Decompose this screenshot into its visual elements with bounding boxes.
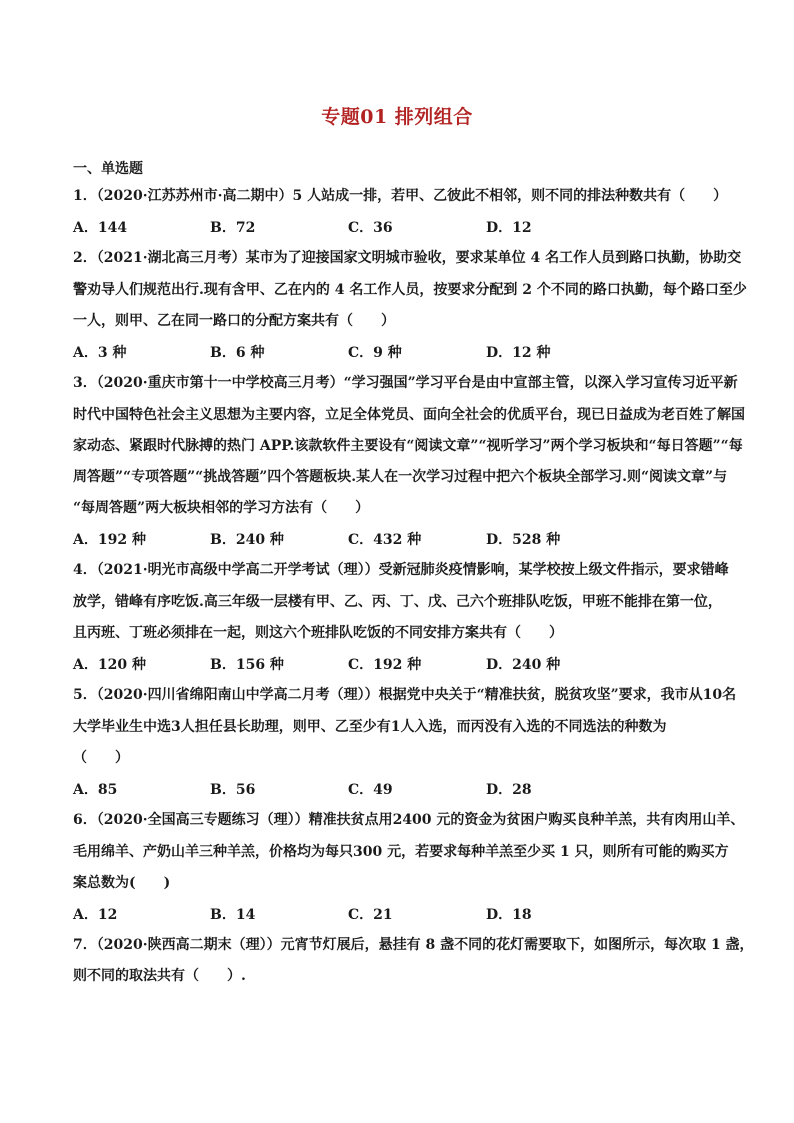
question-3-line-1: 3．（2020·重庆市第十一中学校高三月考）“学习强国”学习平台是由中宣部主管，以深入学习宣传习近平新: [73, 375, 738, 391]
option-a: A．144: [73, 220, 128, 236]
section-heading: 一、单选题: [73, 161, 143, 177]
question-2-line-2: 警劝导人们规范出行.现有含甲、乙在内的 4 名工作人员，按要求分配到 2 个不同的路口执勤，每个路口至少: [73, 282, 747, 298]
question-4-options: [73, 654, 723, 674]
question-5-line-1: 5．（2020·四川省绵阳南山中学高二月考（理））根据党中央关于“精准扶贫，脱贫攻坚”要求，我市从10名: [73, 687, 737, 703]
option-b: B．240 种: [210, 532, 284, 548]
option-b: B．14: [210, 907, 256, 923]
option-c: C．49: [348, 782, 393, 798]
option-b: B．56: [210, 782, 256, 798]
question-6-line-2: 毛用绵羊、产奶山羊三种羊羔，价格均为每只300 元，若要求每种羊羔至少买 1 只，则所有可能的购买方: [73, 844, 729, 860]
question-1-options: [73, 217, 723, 237]
question-2-line-3: 一人，则甲、乙在同一路口的分配方案共有（ ）: [73, 313, 395, 329]
question-3-options: [73, 529, 723, 549]
option-c: C．36: [348, 220, 393, 236]
page-title: 专题01 排列组合: [321, 106, 473, 128]
option-c: C．21: [348, 907, 393, 923]
option-c: C．192 种: [348, 657, 422, 673]
question-1-line-1: 1．（2020·江苏苏州市·高二期中）5 人站成一排，若甲、乙彼此不相邻，则不同的排法种数共有（ ）: [73, 188, 728, 204]
option-a: A．12: [73, 907, 118, 923]
option-d: D．528 种: [486, 532, 561, 548]
question-5-line-2: 大学毕业生中选3人担任县长助理，则甲、乙至少有1人入选，而丙没有入选的不同选法的种数为: [73, 719, 667, 735]
question-4-line-1: 4．（2021·明光市高级中学高二开学考试（理））受新冠肺炎疫情影响，某学校按上级文件指示，要求错峰: [73, 562, 729, 578]
question-3-line-4: 周答题”“专项答题”“挑战答题”四个答题板块.某人在一次学习过程中把六个板块全部学习.则“阅读文章”与: [73, 469, 728, 485]
question-3-line-2: 时代中国特色社会主义思想为主要内容，立足全体党员、面向全社会的优质平台，现已日益成为老百姓了解国: [73, 407, 745, 423]
option-b: B．72: [210, 220, 256, 236]
question-6-line-1: 6．（2020·全国高三专题练习（理））精准扶贫点用2400 元的资金为贫困户购买良种羊羔，共有肉用山羊、: [73, 812, 745, 828]
option-c: C．9 种: [348, 345, 402, 361]
option-d: D．28: [486, 782, 532, 798]
question-7-line-2: 则不同的取法共有（ ）.: [73, 968, 246, 984]
option-d: D．12 种: [486, 345, 551, 361]
option-a: A．85: [73, 782, 118, 798]
option-d: D．12: [486, 220, 532, 236]
option-a: A．192 种: [73, 532, 146, 548]
option-b: B．156 种: [210, 657, 284, 673]
question-3-line-3: 家动态、紧跟时代脉搏的热门 APP.该款软件主要设有“阅读文章”“视听学习”两个学习板块和“每日答题”“每: [73, 438, 743, 454]
option-d: D．240 种: [486, 657, 561, 673]
option-d: D．18: [486, 907, 532, 923]
option-b: B．6 种: [210, 345, 265, 361]
question-2-line-1: 2．（2021·湖北高三月考）某市为了迎接国家文明城市验收，要求某单位 4 名工作人员到路口执勤，协助交: [73, 250, 742, 266]
question-6-line-3: 案总数为( ): [73, 875, 171, 891]
question-6-options: [73, 904, 723, 924]
option-a: A．120 种: [73, 657, 146, 673]
question-4-line-2: 放学，错峰有序吃饭.高三年级一层楼有甲、乙、丙、丁、戊、己六个班排队吃饭，甲班不能排在第一位，: [73, 594, 722, 610]
question-2-options: [73, 342, 723, 362]
option-a: A．3 种: [73, 345, 127, 361]
question-3-line-5: “每周答题”两大板块相邻的学习方法有（ ）: [73, 500, 370, 516]
option-c: C．432 种: [348, 532, 422, 548]
question-7-line-1: 7．（2020·陕西高二期末（理））元宵节灯展后，悬挂有 8 盏不同的花灯需要取下，如图所示，每次取 1 盏，: [73, 937, 754, 953]
question-5-line-3: （ ）: [73, 750, 129, 766]
question-4-line-3: 且丙班、丁班必须排在一起，则这六个班排队吃饭的不同安排方案共有（ ）: [73, 625, 563, 641]
question-5-options: [73, 779, 723, 799]
